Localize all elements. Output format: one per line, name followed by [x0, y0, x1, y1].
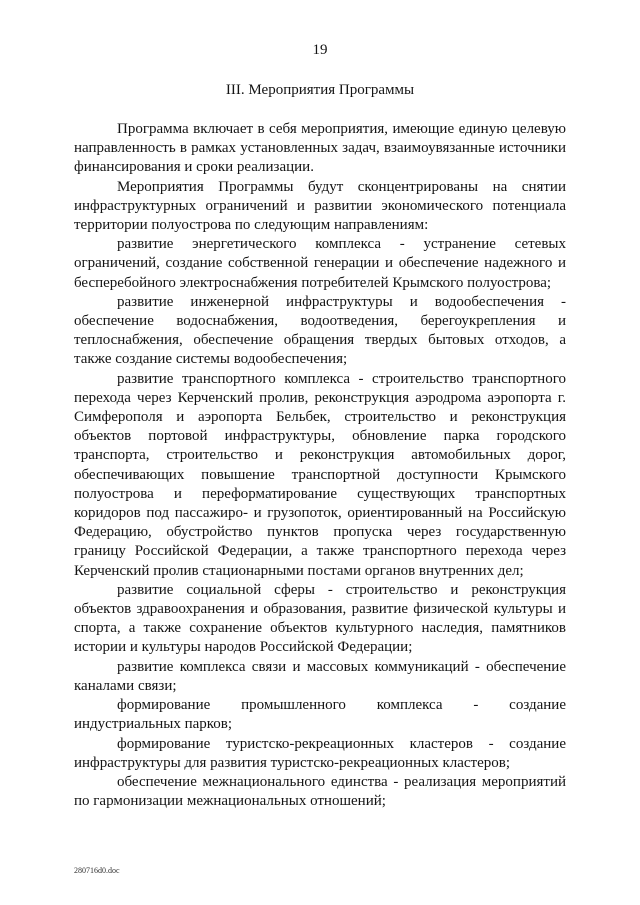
- paragraph: формирование промышленного комплекса - создание индустриальных парков;: [74, 697, 566, 733]
- paragraph: Мероприятия Программы будут сконцентрированы на снятии инфраструктурных ограничений и развитии экономического потенциала территории полуострова по следующим направлениям:: [74, 178, 566, 234]
- paragraph: развитие комплекса связи и массовых коммуникаций - обеспечение каналами связи;: [74, 658, 566, 694]
- paragraph: развитие энергетического комплекса - устранение сетевых ограничений, создание собственной генерации и обеспечение надежного и бесперебойного электроснабжения потребителей Крымского полуострова;: [74, 236, 566, 291]
- page-number: 19: [312, 42, 328, 58]
- paragraph: формирование туристско-рекреационных кластеров - создание инфраструктуры для развития туристско-рекреационных кластеров;: [74, 735, 566, 771]
- paragraph: развитие инженерной инфраструктуры и водообеспечения - обеспечение водоснабжения, водоотведения, берегоукрепления и теплоснабжения, обеспечение обращения твердых бытовых отходов, а также создание системы водообеспечения;: [74, 293, 566, 368]
- paragraph: обеспечение межнационального единства - реализация мероприятий по гармонизации межнациональных отношений;: [74, 773, 566, 810]
- paragraph: развитие социальной сферы - строительство и реконструкция объектов здравоохранения и образования, развитие физической культуры и спорта, а также сохранение объектов культурного наследия, памятников истории и культуры народов Российской Федерации;: [74, 581, 566, 656]
- body-text: [74, 120, 566, 811]
- paragraph: развитие транспортного комплекса - строительство транспортного перехода через Керченский пролив, реконструкция аэродрома аэропорта г. Симферополя и аэропорта Бельбек, строительство и реконструкция объектов портовой инфраструктуры, обновление парка городского транспорта, строительство и реконструкция автомобильных дорог, обеспечивающих повышение транспортной доступности Крымского полуострова и переформатирование существующих транспортных коридоров под пассажиро- и грузопоток, ориентированный на Российскую Федерацию, обустройство пунктов пропуска через государственную границу Российской Федерации, а также транспортного перехода через Керченский пролив стационарными постами органов внутренних дел;: [74, 370, 566, 579]
- footer-file-code: 280716d0.doc: [74, 866, 120, 875]
- section-title: III. Мероприятия Программы: [225, 82, 415, 98]
- paragraph: Программа включает в себя мероприятия, имеющие единую целевую направленность в рамках установленных задач, взаимоувязанные источники финансирования и сроки реализации.: [74, 121, 566, 176]
